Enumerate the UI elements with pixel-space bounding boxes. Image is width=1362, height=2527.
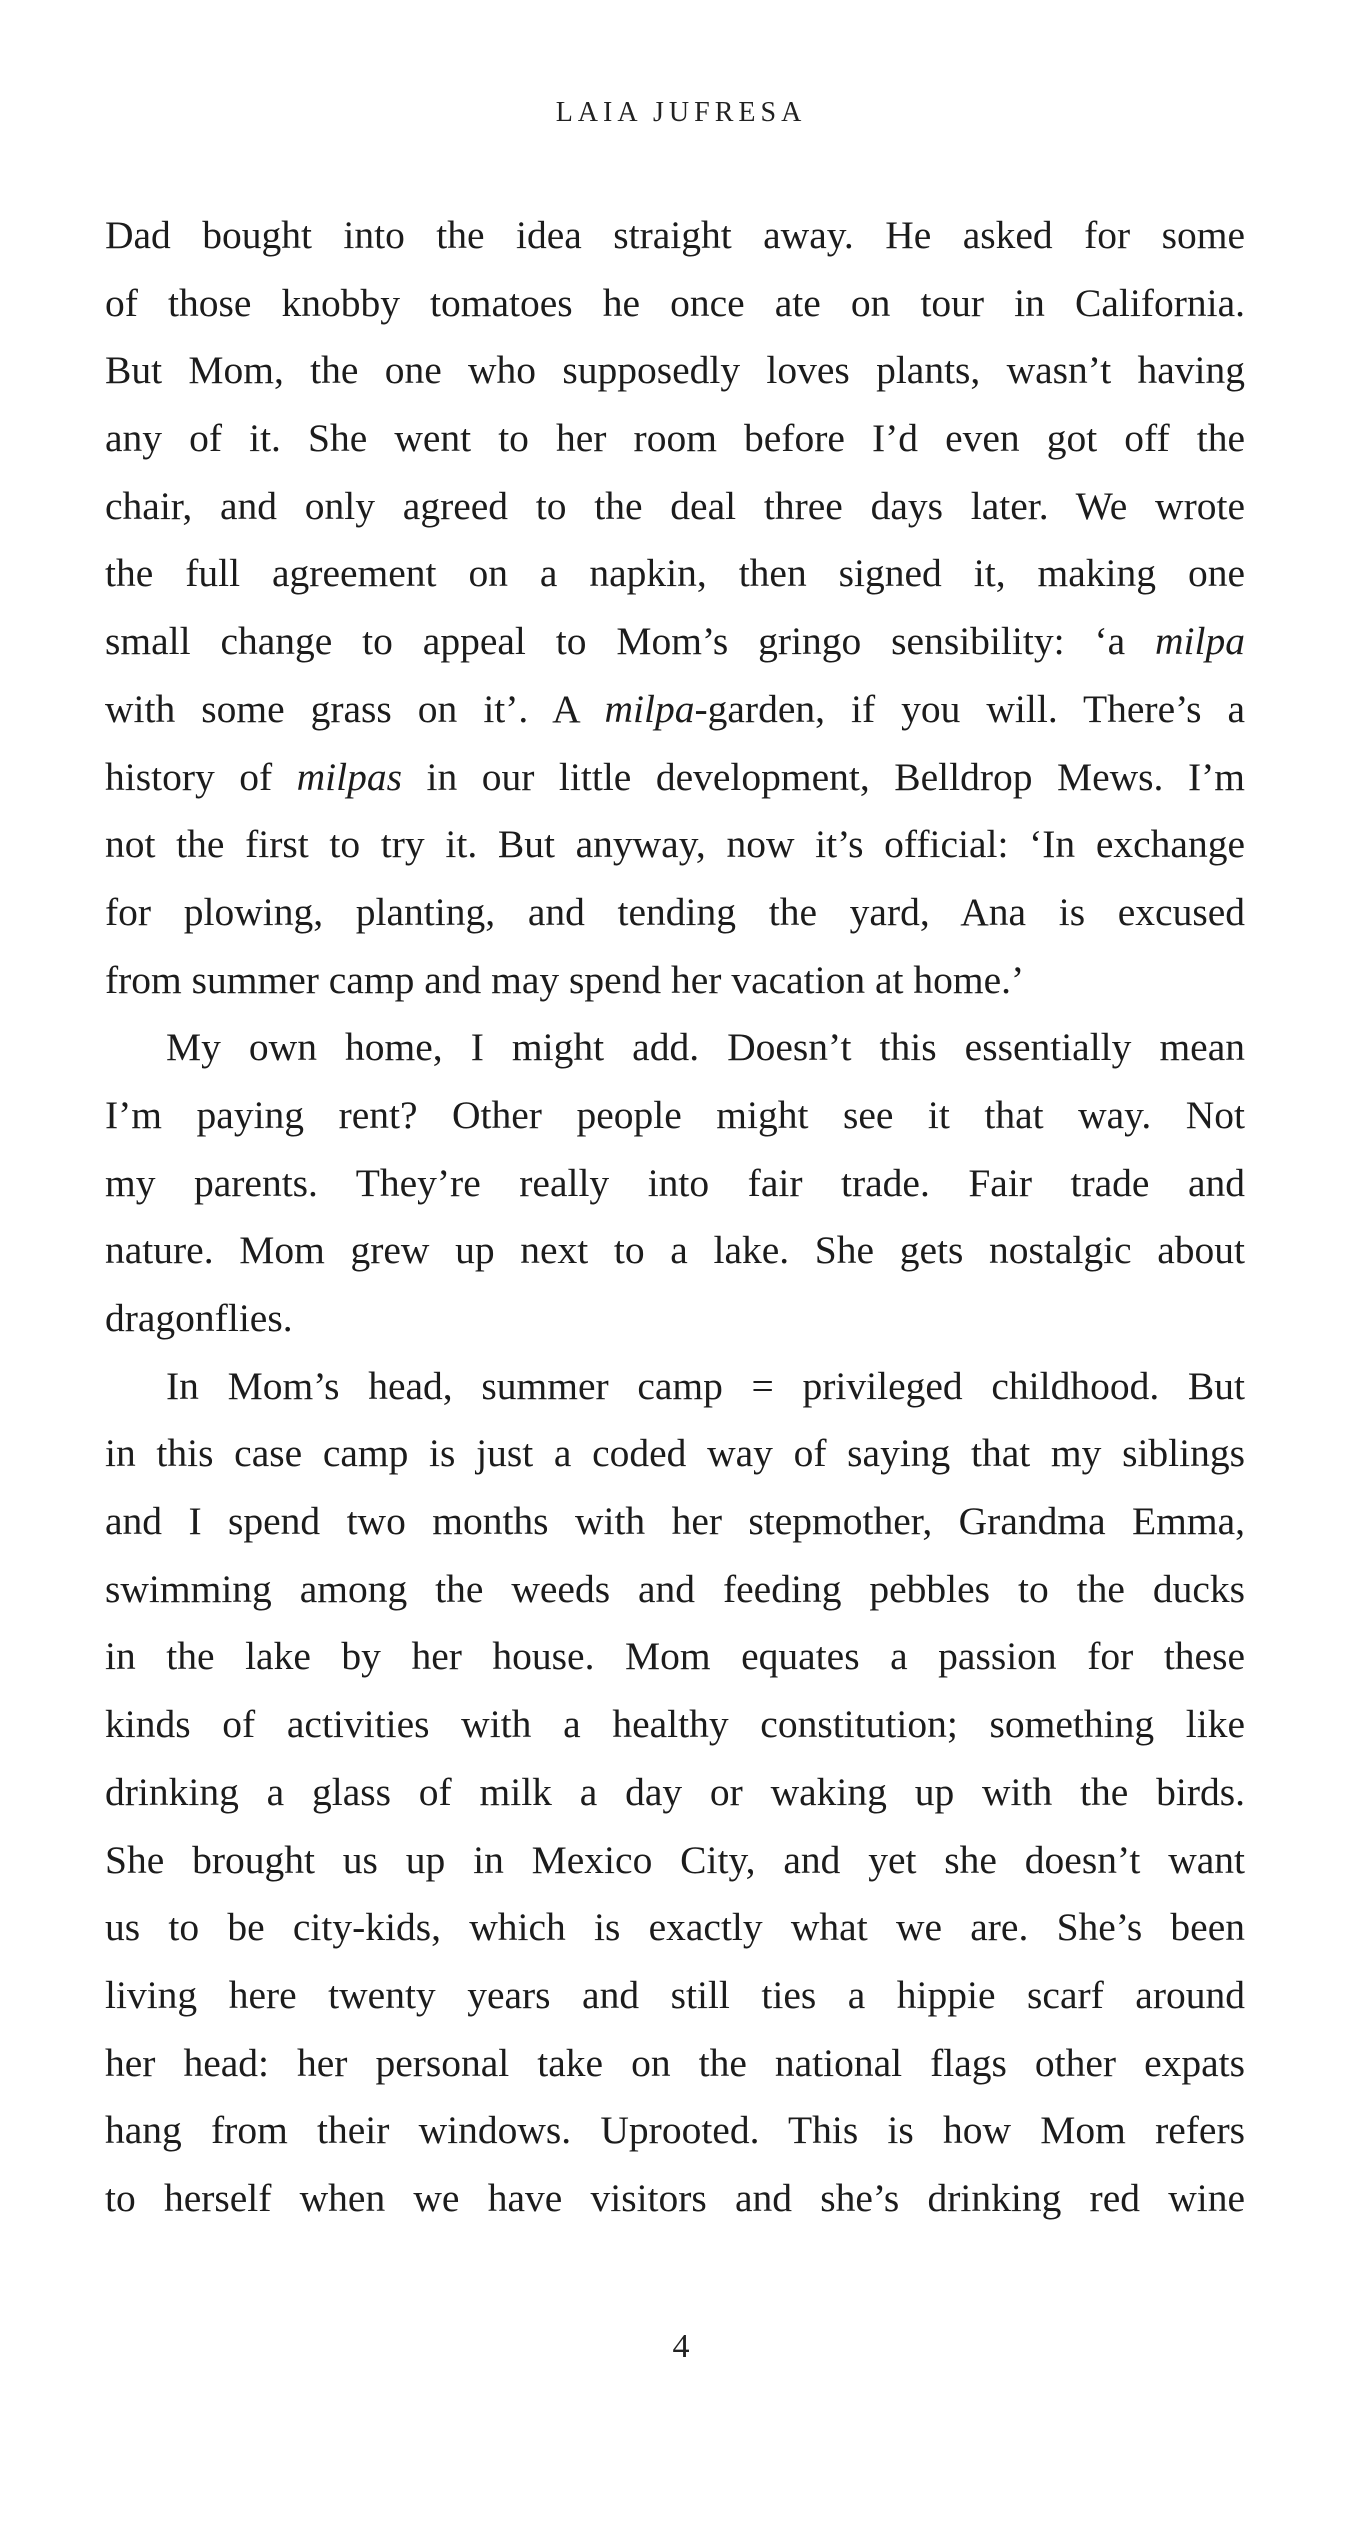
text-segment: history of: [105, 754, 297, 799]
text-line: [105, 2165, 1245, 2233]
text-segment: chair, and only agreed to the deal three days later. We wrote: [105, 483, 1245, 528]
text-line: [105, 1488, 1245, 1556]
text-segment: drinking a glass of milk a day or waking up with the birds.: [105, 1769, 1245, 1814]
text-segment: But Mom, the one who supposedly loves plants, wasn’t having: [105, 348, 1245, 393]
text-segment: for plowing, planting, and tending the yard, Ana is excused: [105, 889, 1245, 934]
text-segment: swimming among the weeds and feeding pebbles to the ducks: [105, 1566, 1245, 1611]
italic-word: milpa: [604, 686, 695, 731]
text-segment: any of it. She went to her room before I’d even got off the: [105, 416, 1245, 461]
text-line: [105, 2097, 1245, 2165]
text-segment: small change to appeal to Mom’s gringo sensibility: ‘a: [105, 619, 1156, 664]
text-segment: not the first to try it. But anyway, now it’s official: ‘In exchange: [105, 822, 1245, 867]
text-line: [105, 744, 1245, 812]
text-segment: my parents. They’re really into fair trade. Fair trade and: [105, 1160, 1245, 1205]
text-line: [105, 473, 1245, 541]
text-line: [105, 540, 1245, 608]
text-line: [105, 1623, 1245, 1691]
text-line: [105, 202, 1245, 270]
text-line: [105, 1082, 1245, 1150]
text-line: [105, 1353, 1245, 1421]
text-line: [105, 1827, 1245, 1895]
text-segment: of those knobby tomatoes he once ate on tour in California.: [105, 280, 1245, 325]
body-text: [105, 202, 1245, 2233]
text-line: [105, 1759, 1245, 1827]
text-line: [105, 405, 1245, 473]
text-segment: In Mom’s head, summer camp = privileged childhood. But: [166, 1363, 1245, 1408]
text-line: [105, 811, 1245, 879]
text-segment: kinds of activities with a healthy constitution; something like: [105, 1702, 1245, 1747]
text-line: [105, 1894, 1245, 1962]
text-segment: with some grass on it’. A: [105, 686, 605, 731]
text-segment: hang from their windows. Uprooted. This is how Mom refers: [105, 2108, 1245, 2153]
text-segment: I’m paying rent? Other people might see it that way. Not: [105, 1092, 1245, 1137]
text-segment: She brought us up in Mexico City, and yet she doesn’t want: [105, 1837, 1245, 1882]
text-line: [105, 676, 1245, 744]
text-line: [105, 1691, 1245, 1759]
text-line: [105, 337, 1245, 405]
text-segment: in the lake by her house. Mom equates a passion for these: [105, 1634, 1245, 1679]
text-segment: the full agreement on a napkin, then signed it, making one: [105, 551, 1245, 596]
text-segment: her head: her personal take on the national flags other expats: [105, 2040, 1245, 2085]
text-segment: and I spend two months with her stepmother, Grandma Emma,: [105, 1499, 1245, 1544]
text-line: [105, 1962, 1245, 2030]
text-line: [105, 879, 1245, 947]
text-line: [105, 1150, 1245, 1218]
text-segment: -garden, if you will. There’s a: [694, 686, 1245, 731]
text-segment: us to be city-kids, which is exactly what we are. She’s been: [105, 1905, 1245, 1950]
running-head: LAIA JUFRESA: [555, 97, 807, 128]
text-segment: My own home, I might add. Doesn’t this essentially mean: [166, 1025, 1245, 1070]
text-segment: nature. Mom grew up next to a lake. She gets nostalgic about: [105, 1228, 1245, 1273]
text-line: [105, 1217, 1245, 1285]
text-line: [105, 270, 1245, 338]
text-line: [105, 1556, 1245, 1624]
text-line: [105, 608, 1245, 676]
text-line: [105, 1420, 1245, 1488]
text-line: [105, 1014, 1245, 1082]
text-line: [105, 2030, 1245, 2098]
text-segment: in our little development, Belldrop Mews. I’m: [402, 754, 1245, 799]
text-segment: in this case camp is just a coded way of saying that my siblings: [105, 1431, 1245, 1476]
text-line: [105, 1285, 1245, 1353]
text-segment: living here twenty years and still ties a hippie scarf around: [105, 1972, 1245, 2017]
italic-word: milpas: [296, 754, 403, 799]
text-line: [105, 947, 1245, 1015]
text-segment: Dad bought into the idea straight away. He asked for some: [105, 213, 1245, 257]
text-segment: from summer camp and may spend her vacation at home.’: [105, 957, 1025, 1002]
italic-word: milpa: [1155, 619, 1245, 664]
text-segment: to herself when we have visitors and she’s drinking red wine: [105, 2175, 1245, 2220]
text-segment: dragonflies.: [105, 1296, 293, 1340]
page-number: 4: [672, 2328, 690, 2365]
